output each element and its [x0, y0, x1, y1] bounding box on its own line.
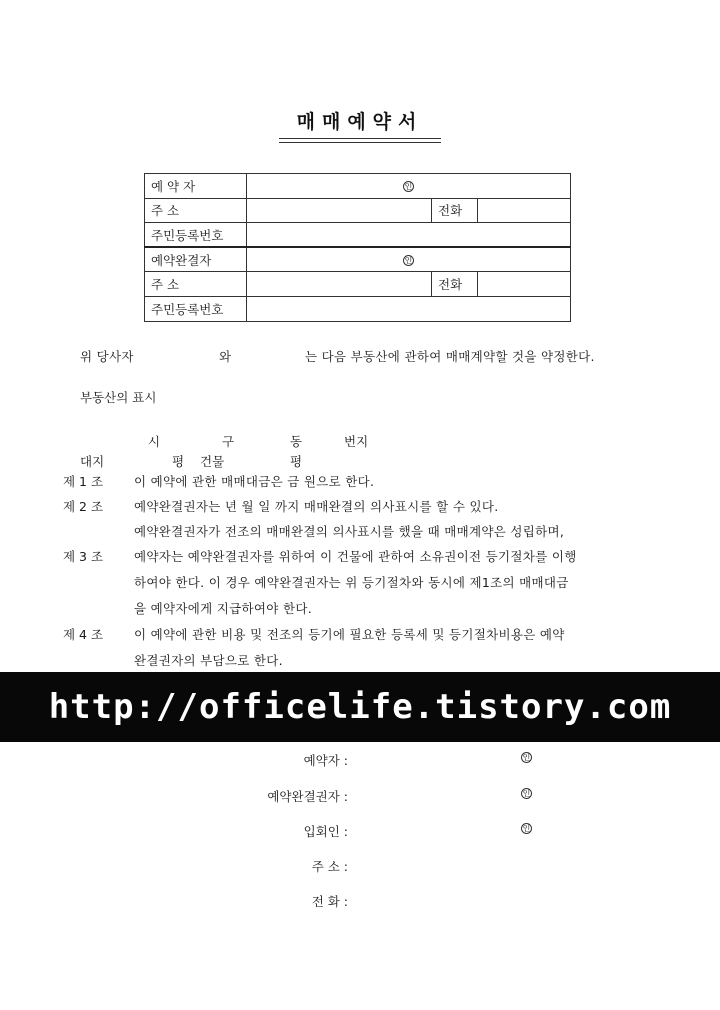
- table-row: [145, 296, 571, 321]
- seal-mark-icon: 인: [404, 182, 413, 192]
- intro-part1: 위 당사자: [80, 349, 134, 364]
- promisor-id-label: 주민등록번호: [145, 223, 247, 248]
- property-heading: 부동산의 표시: [80, 390, 157, 405]
- signature-witness-label: 입회인 :: [303, 824, 348, 839]
- title-underline-top: [279, 138, 441, 139]
- building-label: 건물: [200, 454, 225, 469]
- promisor-phone-label: 전화: [432, 198, 478, 223]
- address-gu: 구: [222, 434, 235, 449]
- table-row: [145, 247, 571, 272]
- signature-phone-label: 전 화 :: [311, 894, 348, 909]
- holder-phone-label: 전화: [432, 272, 478, 297]
- signature-promisor-label: 예약자 :: [303, 753, 348, 768]
- holder-label: 예약완결자: [145, 247, 247, 272]
- table-row: [145, 272, 571, 297]
- address-dong: 동: [290, 434, 303, 449]
- article-3-line-3: 을 예약자에게 지급하여야 한다.: [134, 601, 312, 616]
- table-row: [145, 174, 571, 199]
- address-beonji: 번지: [344, 434, 369, 449]
- building-pyeong: 평: [290, 454, 303, 469]
- party-info-table: [144, 173, 571, 322]
- article-2-text: 예약완결권자는 년 월 일 까지 매매완결의 의사표시를 할 수 있다.: [134, 499, 499, 514]
- article-4-line-1: 이 예약에 관한 비용 및 전조의 등기에 필요한 등록세 및 등기절차비용은 예약: [134, 627, 565, 642]
- article-3-number: 제 3 조: [63, 549, 104, 564]
- holder-address-label: 주 소: [145, 272, 247, 297]
- intro-part3: 는 다음 부동산에 관하여 매매계약할 것을 약정한다.: [305, 349, 595, 364]
- article-4-number: 제 4 조: [63, 627, 104, 642]
- seal-mark-icon: 인: [522, 824, 531, 833]
- holder-address-cell[interactable]: [247, 272, 432, 297]
- title-underline-bottom: [279, 142, 441, 143]
- promisor-address-cell[interactable]: [247, 198, 432, 223]
- seal-mark-icon: 인: [404, 256, 413, 266]
- seal-mark-icon: 인: [522, 789, 531, 798]
- holder-id-label: 주민등록번호: [145, 296, 247, 321]
- table-row: [145, 198, 571, 223]
- signature-address-label: 주 소 :: [311, 859, 348, 874]
- holder-phone-cell[interactable]: [478, 272, 571, 297]
- holder-id-cell[interactable]: [247, 296, 571, 321]
- land-label: 대지: [80, 454, 105, 469]
- signature-holder-label: 예약완결권자 :: [267, 789, 348, 804]
- article-1-text: 이 예약에 관한 매매대금은 금 원으로 한다.: [134, 474, 375, 489]
- seal-mark-icon: 인: [522, 753, 531, 762]
- article-1-number: 제 1 조: [63, 474, 104, 489]
- article-3-preline: 예약완결권자가 전조의 매매완결의 의사표시를 했을 때 매매계약은 성립하며,: [134, 524, 565, 539]
- land-pyeong: 평: [172, 454, 185, 469]
- table-row: [145, 223, 571, 248]
- address-si: 시: [148, 434, 161, 449]
- promisor-id-cell[interactable]: [247, 223, 571, 248]
- promisor-phone-cell[interactable]: [478, 198, 571, 223]
- promisor-name-cell[interactable]: [247, 174, 571, 199]
- promisor-label: 예 약 자: [145, 174, 247, 199]
- article-3-line-1: 예약자는 예약완결권자를 위하여 이 건물에 관하여 소유권이전 등기절차를 이행: [134, 549, 577, 564]
- holder-name-cell[interactable]: [247, 247, 571, 272]
- watermark-banner: [0, 672, 720, 742]
- watermark-url: http://officelife.tistory.com: [48, 687, 672, 727]
- article-2-number: 제 2 조: [63, 499, 104, 514]
- article-4-line-2: 완결권자의 부담으로 한다.: [134, 653, 283, 668]
- article-3-line-2: 하여야 한다. 이 경우 예약완결권자는 위 등기절차와 동시에 제1조의 매매대금: [134, 575, 569, 590]
- intro-part2: 와: [219, 349, 232, 364]
- promisor-address-label: 주 소: [145, 198, 247, 223]
- document-title: 매매예약서: [296, 111, 424, 133]
